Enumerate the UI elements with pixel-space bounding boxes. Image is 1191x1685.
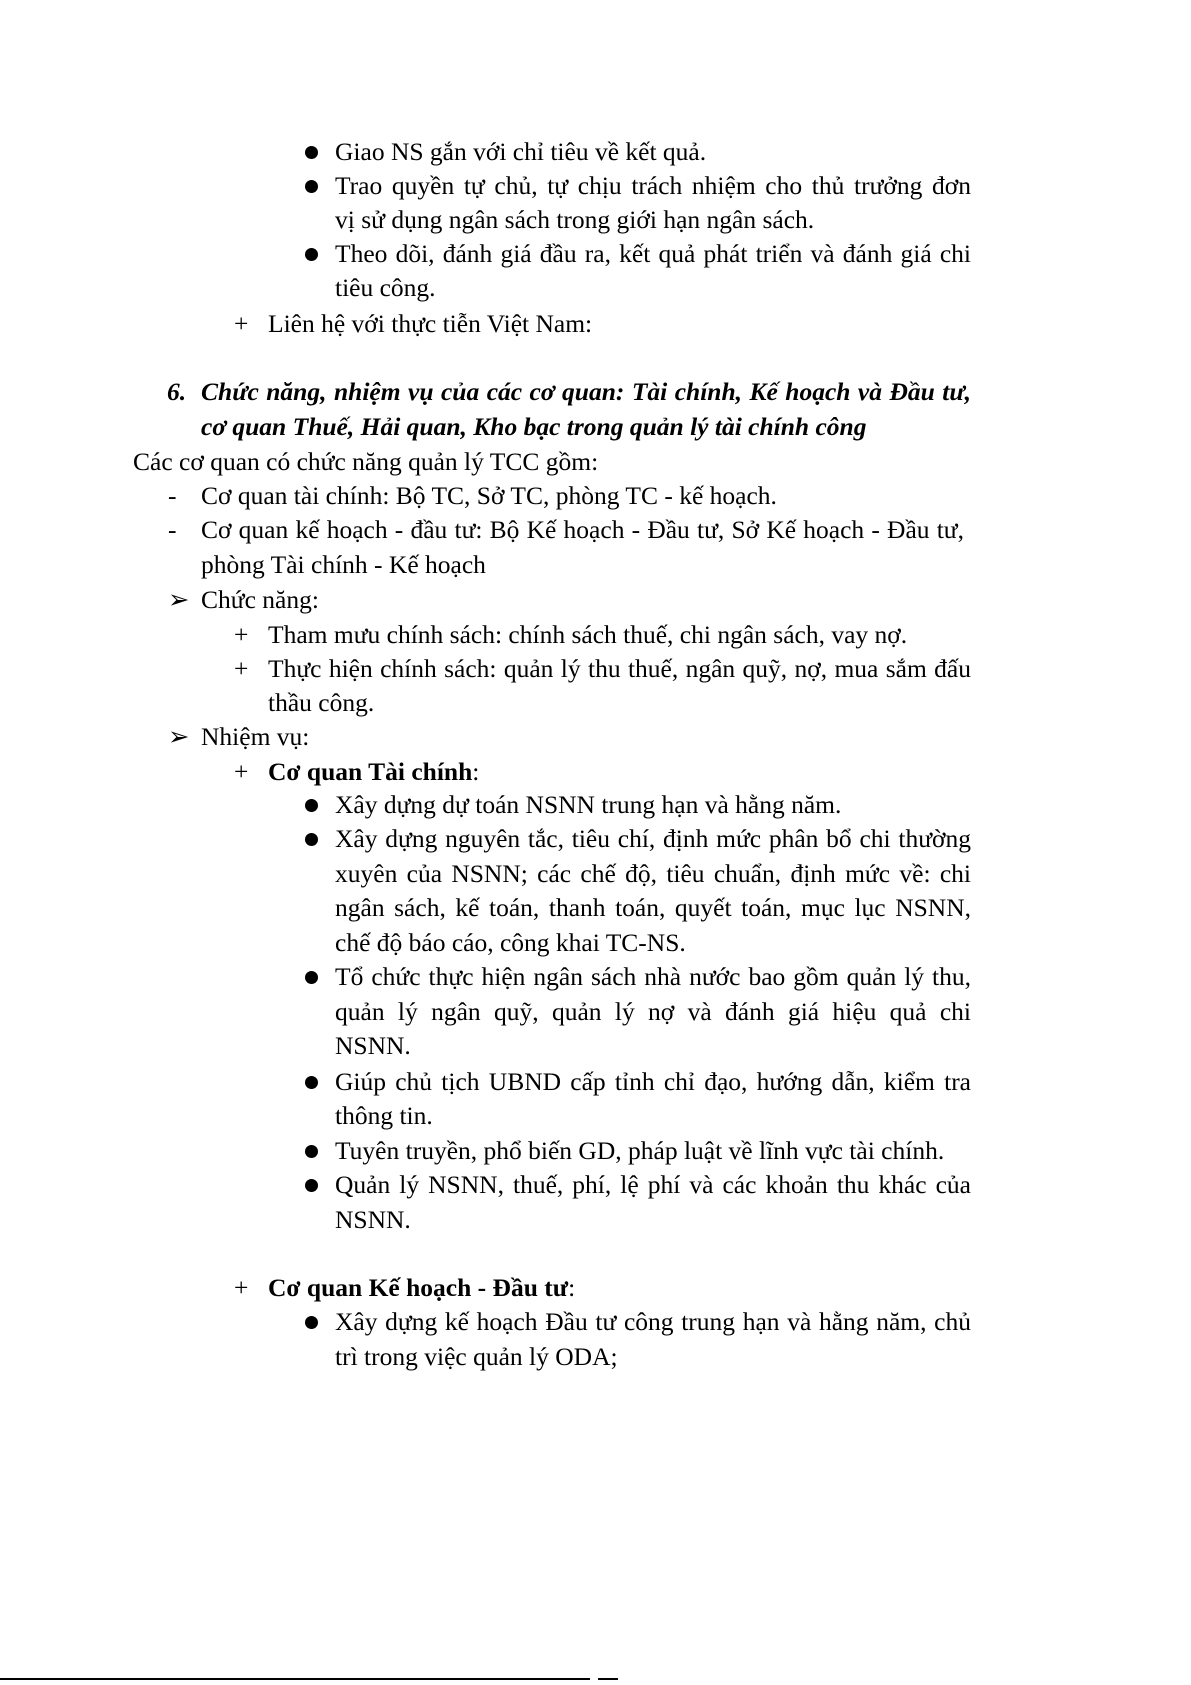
bullet-text-continued: trì trong việc quản lý ODA; bbox=[335, 1342, 618, 1371]
bullet-text: Giúp chủ tịch UBND cấp tỉnh chỉ đạo, hướng dẫn, kiểm tra bbox=[335, 1067, 971, 1096]
plus-item-text: Thực hiện chính sách: quản lý thu thuế, ngân quỹ, nợ, mua sắm đấu bbox=[268, 654, 971, 683]
bullet-dot-icon bbox=[305, 1316, 318, 1329]
chuc-nang-title: Chức năng: bbox=[201, 585, 319, 614]
plus-marker-icon: + bbox=[234, 309, 249, 338]
bullet-text: Quản lý NSNN, thuế, phí, lệ phí và các khoản thu khác của bbox=[335, 1170, 971, 1199]
bullet-text-continued: vị sử dụng ngân sách trong giới hạn ngân sách. bbox=[335, 205, 815, 234]
arrow-marker-icon: ➢ bbox=[168, 722, 190, 751]
heading-colon: : bbox=[568, 1273, 576, 1302]
bullet-text-continued: chế độ báo cáo, công khai TC-NS. bbox=[335, 928, 686, 957]
tai-chinh-label: Cơ quan Tài chính bbox=[268, 757, 473, 786]
bullet-text-continued: quản lý ngân quỹ, quản lý nợ và đánh giá hiệu quả chi bbox=[335, 997, 971, 1026]
bullet-text: Xây dựng dự toán NSNN trung hạn và hằng năm. bbox=[335, 790, 842, 819]
bullet-text: Trao quyền tự chủ, tự chịu trách nhiệm cho thủ trưởng đơn bbox=[335, 171, 971, 200]
bullet-dot-icon bbox=[305, 1076, 318, 1089]
bullet-text-continued: thông tin. bbox=[335, 1101, 433, 1130]
bullet-dot-icon bbox=[305, 180, 318, 193]
nhiem-vu-title: Nhiệm vụ: bbox=[201, 722, 310, 751]
bullet-text-continued: NSNN. bbox=[335, 1031, 411, 1060]
plus-item-text: Liên hệ với thực tiễn Việt Nam: bbox=[268, 309, 593, 338]
dash-item-text-continued: phòng Tài chính - Kế hoạch bbox=[201, 550, 486, 579]
dash-marker-icon: - bbox=[168, 515, 177, 544]
plus-marker-icon: + bbox=[234, 620, 249, 649]
ke-hoach-heading bbox=[268, 1270, 575, 1306]
section-heading-continued: cơ quan Thuế, Hải quan, Kho bạc trong quản lý tài chính công bbox=[201, 412, 867, 441]
bullet-text: Theo dõi, đánh giá đầu ra, kết quả phát triển và đánh giá chi bbox=[335, 239, 971, 268]
heading-colon: : bbox=[472, 757, 480, 786]
dash-marker-icon: - bbox=[168, 481, 177, 510]
bullet-text-continued: NSNN. bbox=[335, 1205, 411, 1234]
bullet-text: Xây dựng nguyên tắc, tiêu chí, định mức phân bổ chi thường bbox=[335, 824, 971, 853]
bullet-dot-icon bbox=[305, 833, 318, 846]
section-heading: Chức năng, nhiệm vụ của các cơ quan: Tài chính, Kế hoạch và Đầu tư, bbox=[201, 377, 971, 406]
bullet-text-continued: tiêu công. bbox=[335, 273, 436, 302]
bullet-text-continued: xuyên của NSNN; các chế độ, tiêu chuẩn, định mức về: chi bbox=[335, 859, 971, 888]
plus-marker-icon: + bbox=[234, 1273, 249, 1302]
footer-divider bbox=[598, 1678, 618, 1680]
bullet-dot-icon bbox=[305, 146, 318, 159]
section-number: 6. bbox=[167, 377, 187, 406]
ke-hoach-label: Cơ quan Kế hoạch - Đầu tư bbox=[268, 1273, 569, 1302]
plus-item-text-continued: thầu công. bbox=[268, 688, 375, 717]
bullet-dot-icon bbox=[305, 248, 318, 261]
tai-chinh-heading bbox=[268, 754, 479, 790]
bullet-text: Giao NS gắn với chỉ tiêu về kết quả. bbox=[335, 137, 707, 166]
plus-marker-icon: + bbox=[234, 654, 249, 683]
bullet-text: Xây dựng kế hoạch Đầu tư công trung hạn và hằng năm, chủ bbox=[335, 1307, 971, 1336]
bullet-dot-icon bbox=[305, 799, 318, 812]
bullet-text-continued: ngân sách, kế toán, thanh toán, quyết toán, mục lục NSNN, bbox=[335, 893, 971, 922]
plus-item-text: Tham mưu chính sách: chính sách thuế, chi ngân sách, vay nợ. bbox=[268, 620, 908, 649]
bullet-dot-icon bbox=[305, 1145, 318, 1158]
dash-item-text: Cơ quan tài chính: Bộ TC, Sở TC, phòng TC - kế hoạch. bbox=[201, 481, 777, 510]
bullet-text: Tuyên truyền, phổ biến GD, pháp luật về lĩnh vực tài chính. bbox=[335, 1136, 945, 1165]
bullet-dot-icon bbox=[305, 1179, 318, 1192]
footer-divider bbox=[0, 1678, 590, 1680]
plus-marker-icon: + bbox=[234, 757, 249, 786]
bullet-text: Tổ chức thực hiện ngân sách nhà nước bao gồm quản lý thu, bbox=[335, 962, 971, 991]
dash-item-text: Cơ quan kế hoạch - đầu tư: Bộ Kế hoạch - Đầu tư, Sở Kế hoạch - Đầu tư, bbox=[201, 515, 964, 544]
intro-paragraph: Các cơ quan có chức năng quản lý TCC gồm: bbox=[133, 447, 599, 476]
bullet-dot-icon bbox=[305, 971, 318, 984]
arrow-marker-icon: ➢ bbox=[168, 585, 190, 614]
